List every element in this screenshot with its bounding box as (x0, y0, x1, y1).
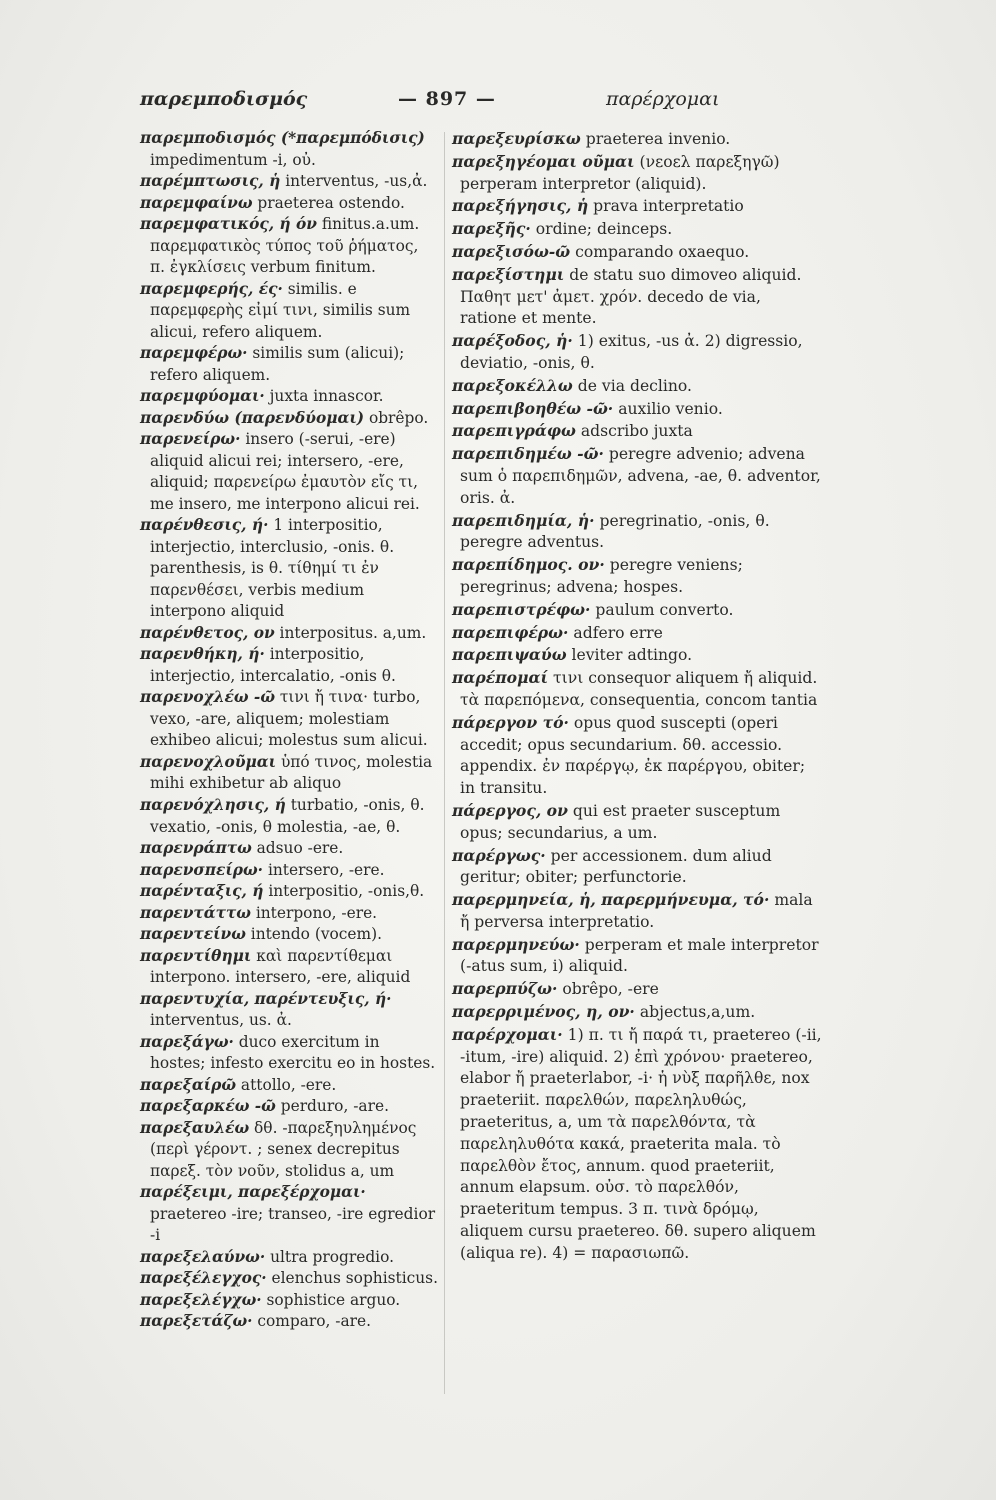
dictionary-entry (140, 623, 438, 645)
entry-headword: παρεξῆς· (452, 219, 531, 239)
header-right-guide-word: παρέρχομαι (606, 88, 720, 110)
entry-definition: 1) exitus, -us ἀ. 2) digressio, deviatio, -onis, θ. (460, 332, 803, 372)
entry-definition: turbatio, -onis, θ. vexatio, -onis, θ molestia, -ae, θ. (150, 795, 425, 836)
dictionary-entry (452, 845, 822, 890)
dictionary-entry (452, 420, 822, 443)
entry-definition: interventus, -us,ἀ. (280, 172, 428, 191)
dictionary-entry (140, 429, 438, 515)
entry-definition: perduro, -are. (275, 1097, 389, 1116)
entry-headword: παρένταξις, ή (140, 882, 264, 901)
entry-headword: παρεξηγέομαι οῦμαι (452, 151, 635, 171)
entry-headword: παρεξοκέλλω (452, 375, 573, 395)
entry-headword: παρερριμένος, η, ον· (452, 1002, 635, 1022)
entry-headword: παρεμποδισμός (*παρεμπόδισις) (140, 129, 425, 147)
dictionary-entry (140, 386, 438, 408)
dictionary-entry (452, 978, 822, 1001)
dictionary-entry (452, 554, 822, 599)
dictionary-entry (140, 408, 438, 430)
entry-definition: adfero erre (568, 623, 663, 642)
entry-definition: qui est praeter susceptum opus; secundarius, a um. (460, 801, 781, 842)
dictionary-entry (140, 1311, 438, 1333)
entry-headword: πάρεργον τό· (452, 712, 569, 732)
dictionary-entry (140, 795, 438, 838)
dictionary-entry (140, 1182, 438, 1247)
entry-headword: παρεξέλεγχος· (140, 1269, 267, 1288)
entry-headword: παρεξετάζω· (140, 1312, 253, 1331)
dictionary-entry (452, 264, 822, 330)
entry-headword: παρεμφύομαι· (140, 387, 265, 406)
dictionary-entry (140, 1268, 438, 1290)
entry-definition: (νεοελ παρεξηγῶ) perperam interpretor (aliquid). (460, 152, 780, 193)
dictionary-entry (452, 934, 822, 979)
dictionary-entry (140, 171, 438, 193)
dictionary-entry (140, 279, 438, 344)
entry-definition: prava interpretatio (588, 197, 744, 216)
entry-definition: interpositus. a,um. (274, 623, 427, 642)
entry-definition: comparo, -are. (252, 1312, 372, 1331)
entry-headword: παρεξαρκέω -ῶ (140, 1097, 276, 1116)
entry-definition: de statu suo dimoveo aliquid. Παθητ μετ' ἀμετ. χρόν. decedo de via, ratione et mente. (460, 265, 802, 328)
dictionary-entry (452, 375, 822, 398)
dictionary-entry (140, 946, 438, 989)
entry-headword: παρέρχομαι· (452, 1024, 563, 1044)
dictionary-entry (452, 1024, 822, 1265)
entry-definition: leviter adtingo. (566, 646, 693, 665)
right-column (452, 128, 822, 1265)
entry-definition: τινι ἤ τινα· turbo, vexo, -are, aliquem; molestiam exhibeo alicui; molestus sum alicui. (150, 688, 428, 750)
entry-headword: παρερμηνεύω· (452, 934, 580, 954)
entry-definition: ultra progredio. (265, 1247, 394, 1266)
dictionary-entry (140, 214, 438, 279)
entry-headword: παρένθετος, ον (140, 623, 275, 642)
entry-definition: peregre advenio; advena sum ὁ παρεπιδημῶν, advena, -ae, θ. adventor, oris. ἀ. (460, 445, 821, 507)
dictionary-entry (452, 195, 822, 218)
entry-headword: παρεξισόω-ῶ (452, 241, 571, 261)
dictionary-entry (140, 128, 438, 171)
entry-headword: παρέξοδος, ἡ· (452, 331, 573, 351)
left-column (140, 128, 438, 1333)
entry-headword: παρεξαυλέω (140, 1118, 250, 1137)
column-divider (444, 132, 445, 1394)
entry-headword: παρεμφαίνω (140, 193, 253, 212)
entry-definition: juxta innascor. (264, 387, 384, 406)
entry-headword: παρεξαίρῶ (140, 1075, 236, 1094)
dictionary-entry (452, 622, 822, 645)
page-number: — 897 — (398, 88, 496, 110)
dictionary-entry (452, 889, 822, 934)
entry-headword: παρενοχλέω -ῶ (140, 688, 275, 707)
page-header (140, 88, 780, 118)
dictionary-entry (140, 924, 438, 946)
entry-definition: interventus, us. ἀ. (150, 1011, 292, 1030)
entry-definition: praetereo -ire; transeo, -ire egredior -i (150, 1204, 436, 1245)
entry-headword: παρεπιγράφω (452, 421, 576, 441)
dictionary-entry (452, 330, 822, 375)
entry-definition: ordine; deinceps. (530, 220, 673, 239)
entry-definition: de via declino. (572, 376, 693, 395)
entry-definition: peregre veniens; peregrinus; advena; hospes. (460, 556, 743, 596)
dictionary-entry (140, 860, 438, 882)
dictionary-entry (452, 800, 822, 845)
entry-definition: impedimentum -i, οὐ. (150, 150, 316, 169)
entry-definition: abjectus,a,um. (634, 1003, 756, 1022)
entry-definition: δθ. -παρεξηυλημένος (περὶ γέροντ. ; senex decrepitus παρεξ. τὸν νοῦν, stolidus a, um (150, 1118, 417, 1180)
entry-headword: παρένθεσις, ή· (140, 516, 269, 535)
dictionary-entry (140, 343, 438, 386)
dictionary-entry (140, 838, 438, 860)
entry-headword: παρεπιβοηθέω -ῶ· (452, 398, 614, 418)
dictionary-entry (452, 443, 822, 509)
dictionary-entry (452, 510, 822, 555)
entry-definition: peregrinatio, -onis, θ. peregre adventus. (460, 511, 770, 552)
entry-headword: παρεπιδημέω -ῶ· (452, 444, 604, 464)
entry-headword: παρεξελέγχω· (140, 1290, 262, 1309)
entry-definition: obrêpo, -ere (557, 980, 659, 999)
dictionary-entry (140, 1247, 438, 1269)
entry-headword: παρέπομαί (452, 668, 549, 688)
dictionary-entry (452, 599, 822, 622)
entry-definition: sophistice arguo. (261, 1290, 401, 1309)
entry-headword: παρερμηνεία, ἡ, παρερμήνευμα, τό· (452, 890, 770, 910)
entry-definition: attollo, -ere. (236, 1075, 337, 1094)
entry-headword: παρεξάγω· (140, 1032, 234, 1051)
entry-headword: παρεμφατικός, ή όν (140, 215, 317, 234)
entry-headword: παρεντυχία, παρέντευξις, ή· (140, 989, 392, 1008)
entry-headword: πάρεργος, ον (452, 800, 568, 820)
entry-headword: παρεμφερής, ές· (140, 279, 283, 298)
entry-definition: 1 interpositio, interjectio, interclusio, -onis. θ. parenthesis, is θ. τίθημί τι ἐν παρενθέσει, verbis medium interpono aliquid (150, 516, 395, 621)
dictionary-entry (452, 218, 822, 241)
entry-definition: praeterea ostendo. (252, 193, 405, 212)
entry-definition: similis. e παρεμφερὴς εἰμί τινι, similis sum alicui, refero aliquem. (150, 279, 411, 341)
entry-headword: παρεξήγησις, ἡ (452, 196, 589, 216)
entry-definition: perperam et male interpretor (-atus sum, i) aliquid. (460, 935, 819, 976)
entry-definition: opus quod suscepti (operi accedit; opus secundarium. δθ. accessio. appendix. ἐν παρέργῳ, ἐκ παρέργου, obiter; in transitu. (460, 713, 806, 798)
entry-definition: ὑπό τινος, molestia mihi exhibetur ab aliquo (150, 752, 433, 793)
entry-headword: παρέμπτωσις, ἡ (140, 172, 281, 191)
header-left-guide-word: παρεμποδισμός (140, 88, 308, 110)
entry-headword: παρενσπείρω· (140, 860, 264, 879)
entry-headword: παρεξελαύνω· (140, 1247, 266, 1266)
entry-definition: mala ἤ perversa interpretatio. (460, 891, 813, 931)
entry-definition: duco exercitum in hostes; infesto exercitu eo in hostes. (150, 1032, 436, 1073)
dictionary-entry (452, 398, 822, 421)
entry-definition: per accessionem. dum aliud geritur; obiter; perfunctorie. (460, 846, 772, 887)
dictionary-entry (140, 1118, 438, 1183)
entry-headword: παρεντίθημι (140, 946, 252, 965)
dictionary-entry (452, 241, 822, 264)
dictionary-entry (452, 1001, 822, 1024)
dictionary-entry (140, 1096, 438, 1118)
dictionary-entry (140, 989, 438, 1032)
entry-headword: παρεπιστρέφω· (452, 599, 591, 619)
dictionary-entry (140, 903, 438, 925)
entry-definition: praeterea invenio. (580, 130, 731, 148)
dictionary-entry (140, 881, 438, 903)
entry-definition: τινι consequor aliquem ἤ aliquid. τὰ παρεπόμενα, consequentia, concom tantia (460, 669, 818, 709)
entry-definition: interpositio, -onis,θ. (263, 882, 425, 901)
entry-definition: insero (-serui, -ere) aliquid alicui rei; intersero, -ere, aliquid; παρενείρω ἐμαυτὸν εἴς τι, me insero, me interpono alicui rei. (150, 430, 420, 513)
dictionary-entry (140, 1075, 438, 1097)
entry-headword: παρέργως· (452, 845, 546, 865)
entry-headword: παρενράπτω (140, 839, 252, 858)
entry-definition: adscribo juxta (575, 422, 693, 441)
entry-headword: παρεντάττω (140, 903, 251, 922)
dictionary-entry (140, 1032, 438, 1075)
entry-headword: παρενθήκη, ή· (140, 645, 265, 664)
entry-definition: comparando oxaequo. (570, 242, 750, 261)
entry-headword: παρεπιψαύω (452, 645, 567, 665)
dictionary-entry (140, 1290, 438, 1312)
entry-headword: παρενοχλοῦμαι (140, 752, 277, 771)
entry-definition: similis sum (alicui); refero aliquem. (150, 344, 405, 384)
dictionary-entry (140, 687, 438, 752)
dictionary-entry (140, 752, 438, 795)
entry-definition: καὶ παρεντίθεμαι interpono. intersero, -ere, aliquid (150, 946, 411, 987)
entry-definition: intersero, -ere. (263, 860, 385, 879)
entry-definition: 1) π. τι ἤ παρά τι, praetereo (-ii, -itum, -ire) aliquid. 2) ἐπὶ χρόνου· praetereo, elabor ἤ praeterlabor, -i· ἡ νὺξ παρῆλθε, nox praeteriit. παρελθών, παρεληλυθώς, praeteritus, a, um τὰ παρελθόντα, τὰ παρεληλυθότα κακά, praeterita mala. τὸ παρελθὸν ἔτος, annum. quod praeteriit, annum elapsum. οὐσ. τὸ παρελθόν, praeteritum tempus. 3 π. τινὰ δρόμῳ, aliquem cursu praetereo. δθ. supero aliquem (aliqua re). 4) = παρασιωπῶ. (460, 1025, 822, 1262)
entry-headword: παρενείρω· (140, 430, 241, 449)
entry-headword: παρεπιφέρω· (452, 622, 569, 642)
entry-headword: παρενδύω (παρενδύομαι) (140, 408, 365, 427)
entry-definition: paulum converto. (590, 600, 734, 619)
entry-definition: finitus.a.um. παρεμφατικὸς τύπος τοῦ ῥήματος, π. ἐγκλίσεις verbum finitum. (150, 215, 420, 277)
dictionary-entry (452, 644, 822, 667)
entry-headword: παρεξευρίσκω (452, 129, 581, 148)
dictionary-entry (452, 128, 822, 151)
dictionary-entry (452, 667, 822, 712)
entry-definition: interpono, -ere. (250, 903, 378, 922)
dictionary-entry (452, 151, 822, 196)
entry-definition: interpositio, interjectio, intercalatio, -onis θ. (150, 645, 396, 685)
dictionary-entry (140, 193, 438, 215)
dictionary-entry (452, 712, 822, 800)
entry-headword: παρεπίδημος. ον· (452, 555, 605, 575)
entry-definition: intendo (vocem). (245, 925, 383, 944)
entry-definition: adsuo -ere. (251, 839, 344, 858)
entry-headword: παρεξίστημι (452, 264, 565, 284)
entry-headword: παρερπύζω· (452, 979, 558, 999)
entry-headword: παρεπιδημία, ἡ· (452, 510, 595, 530)
entry-headword: παρέξειμι, παρεξέρχομαι· (140, 1183, 366, 1202)
entry-definition: auxilio venio. (613, 399, 723, 418)
entry-headword: παρεμφέρω· (140, 344, 248, 363)
entry-headword: παρενόχλησις, ή (140, 795, 286, 814)
entry-definition: obrêpo. (364, 408, 429, 427)
dictionary-entry (140, 644, 438, 687)
entry-definition: elenchus sophisticus. (266, 1269, 438, 1288)
dictionary-entry (140, 515, 438, 623)
entry-headword: παρεντείνω (140, 925, 246, 944)
